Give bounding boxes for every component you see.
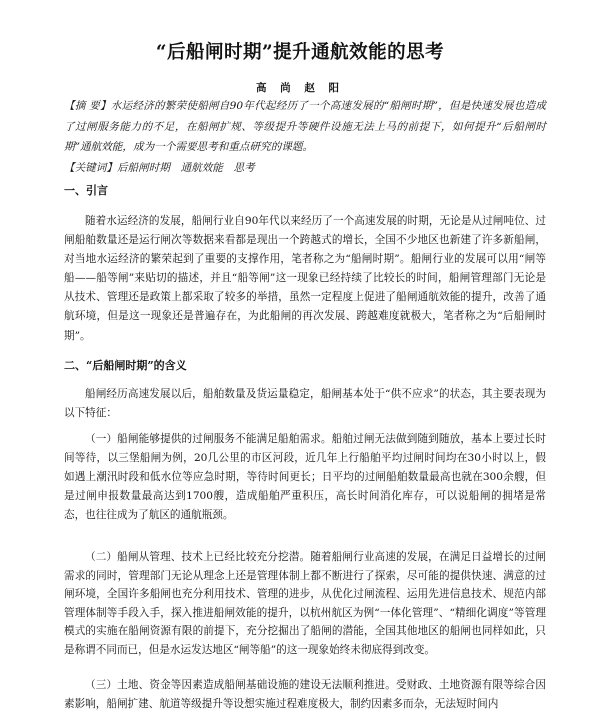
section-heading-meaning: 二、“后船闸时期”的含义 xyxy=(64,359,187,372)
paragraph-feature-two: （二）船闸从管理、技术上已经比较充分挖潜。随着船闸行业高速的发展，在满足日益增长的过闸需求的同时，管理部门无论从理念上还是管理体制上都不断进行了探索，尽可能的提供快速、满意的过闸环境，全国许多船闸也充分利用技术、管理的进步，从优化过闸流程、运用先进信息技术、规范内部管理体制等手段入手，探入推进船闸效能的提升，以杭州航区为例“一体化管理”、“精细化调度”等管理模式的实施在船闸资源有限的前提下，充分挖掘出了船闸的潜能，全国其他地区的船闸也同样如此，只是称谓不同而已，但是水运发达地区“闸等船”的这一现象始终未彻底得到改变。 xyxy=(64,551,546,656)
section-heading-introduction: 一、引言 xyxy=(64,184,108,197)
paper-title: “后船闸时期”提升通航效能的思考 xyxy=(155,42,445,63)
paragraph-meaning-intro: 船闸经历高速发展以后，船舶数量及货运量稳定，船闸基本处于“供不应求”的状态，其主要表现为以下特征： xyxy=(64,388,546,420)
paragraph-feature-three: （三）土地、资金等因素造成船闸基础设施的建设无法顺利推进。受财政、土地资源有限等综合因素影响，船闸扩建、航道等级提升等设想实施过程难度极大，制约因素多而杂，无法短时间内 xyxy=(64,679,546,711)
abstract-block: 【摘 要】水运经济的繁荣使船闸自90年代起经历了一个高速发展的“船闸时期”，但是快速发展也造成了过闸服务能力的不足，在船闸扩规、等级提升等硬件设施无法上马的前提下，如何提升“后船闸时期”通航效能，成为一个需要思考和重点研究的课题。 xyxy=(64,100,546,153)
paragraph-feature-one: （一）船闸能够提供的过闸服务不能满足船舶需求。船舶过闸无法做到随到随放，基本上要过长时间等待，以三堡船闸为例，20几公里的市区河段，近几年上行船舶平均过闸时间均在30小时以上，假如遇上潮汛时段和低水位等应急时期，等待时间更长；日平均的过闸船舶数量最高也就在300余艘，但是过闸申报数量最高达到1700艘，造成船舶严重积压，高长时间消化库存，可以说船闸的拥堵是常态，也往往成为了航区的通航瓶颈。 xyxy=(64,433,546,522)
paper-authors: 高 尚 赵 阳 xyxy=(256,82,344,94)
keywords-line: 【关键词】后船闸时期 通航效能 思考 xyxy=(64,162,255,174)
paragraph-introduction: 随着水运经济的发展，船闸行业自90年代以来经历了一个高速发展的时期，无论是从过闸吨位、过闸船舶数量还是运行闸次等数据来看都是现出一个跨越式的增长，全国不少地区也新建了许多新船闸，对当地水运经济的繁荣起到了重要的支撑作用，笔者称之为“船闸时期”。船闸行业的发展可以用“闸等船——船等闸”来贴切的描述，并且“船等闸”这一现象已经持续了比较长的时间，船闸管理部门无论是从技术、管理还是政策上都采取了较多的举措，虽然一定程度上促进了船闸通航效能的提升，改善了通航环境，但是这一现象还是普遍存在，为此船闸的再次发展、跨越难度就极大，笔者称之为“后船闸时期”。 xyxy=(64,215,546,342)
